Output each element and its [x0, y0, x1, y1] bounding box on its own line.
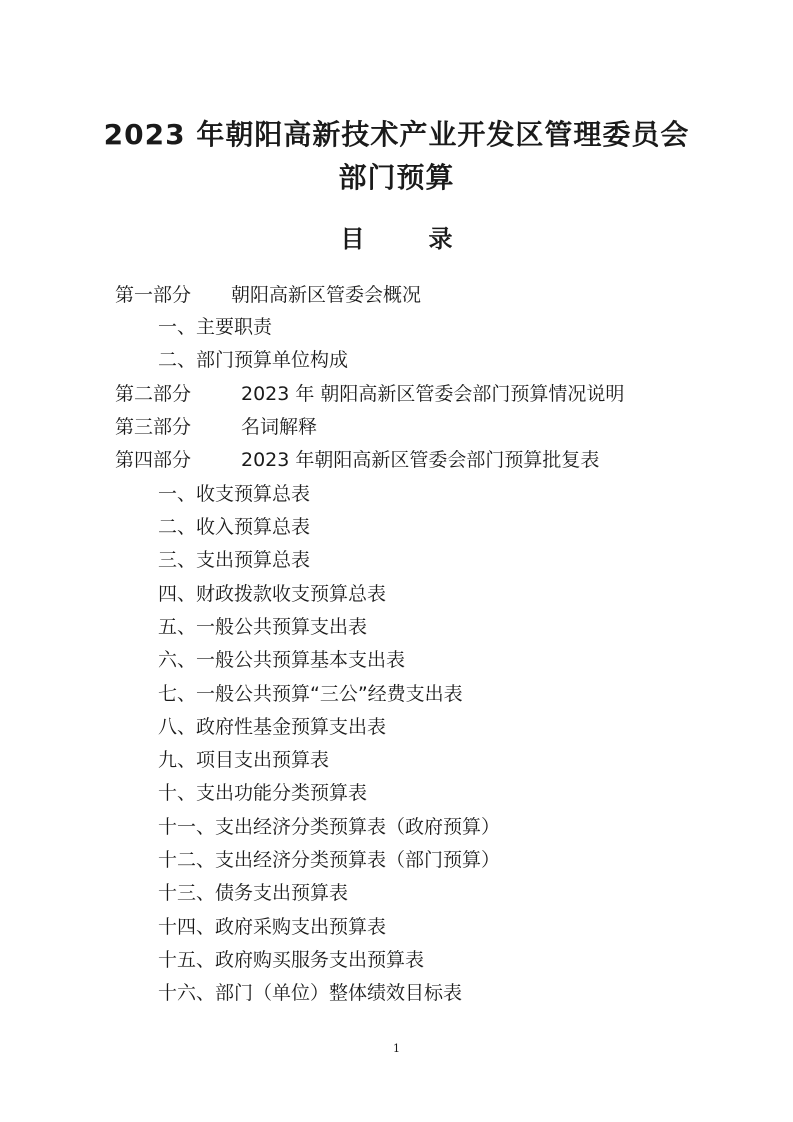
toc-item: 一、收支预算总表	[158, 483, 311, 505]
toc-item: 二、收入预算总表	[158, 516, 311, 538]
toc-part-label: 第四部分	[115, 449, 192, 471]
toc-part-4	[115, 447, 600, 473]
toc-item: 三、支出预算总表	[158, 549, 311, 571]
toc-heading	[0, 222, 793, 256]
document-title-line-2: 部门预算	[338, 161, 455, 194]
toc-item: 十、支出功能分类预算表	[158, 782, 368, 804]
toc-item: 一、主要职责	[158, 316, 273, 338]
toc-item: 十三、债务支出预算表	[158, 882, 349, 904]
toc-item: 十二、支出经济分类预算表（部门预算）	[158, 849, 501, 871]
document-title-line-1: 2023 年朝阳高新技术产业开发区管理委员会	[103, 118, 690, 151]
toc-item: 七、一般公共预算“三公”经费支出表	[158, 683, 463, 705]
toc-item: 六、一般公共预算基本支出表	[158, 649, 406, 671]
toc-item: 八、政府性基金预算支出表	[158, 716, 387, 738]
toc-item: 十一、支出经济分类预算表（政府预算）	[158, 816, 501, 838]
toc-item: 十四、政府采购支出预算表	[158, 916, 387, 938]
toc-item: 十五、政府购买服务支出预算表	[158, 949, 425, 971]
toc-item: 十六、部门（单位）整体绩效目标表	[158, 982, 463, 1004]
toc-item: 二、部门预算单位构成	[158, 349, 349, 371]
toc-part-label: 第一部分	[115, 284, 192, 306]
toc-heading-char-2: 录	[428, 225, 453, 253]
toc-part-title: 2023 年 朝阳高新区管委会部门预算情况说明	[241, 383, 625, 405]
toc-part-3	[115, 414, 318, 440]
toc-heading-char-1: 目	[340, 225, 365, 253]
toc-item: 五、一般公共预算支出表	[158, 616, 368, 638]
toc-part-1	[115, 282, 422, 308]
page-number: 1	[393, 1042, 400, 1055]
toc-part-title: 名词解释	[241, 416, 318, 438]
toc-part-2	[115, 381, 625, 407]
toc-part-label: 第三部分	[115, 416, 192, 438]
toc-part-title: 2023 年朝阳高新区管委会部门预算批复表	[241, 449, 600, 471]
toc-item: 四、财政拨款收支预算总表	[158, 583, 387, 605]
toc-part-title: 朝阳高新区管委会概况	[231, 284, 422, 306]
toc-item: 九、项目支出预算表	[158, 749, 330, 771]
toc-part-label: 第二部分	[115, 383, 192, 405]
